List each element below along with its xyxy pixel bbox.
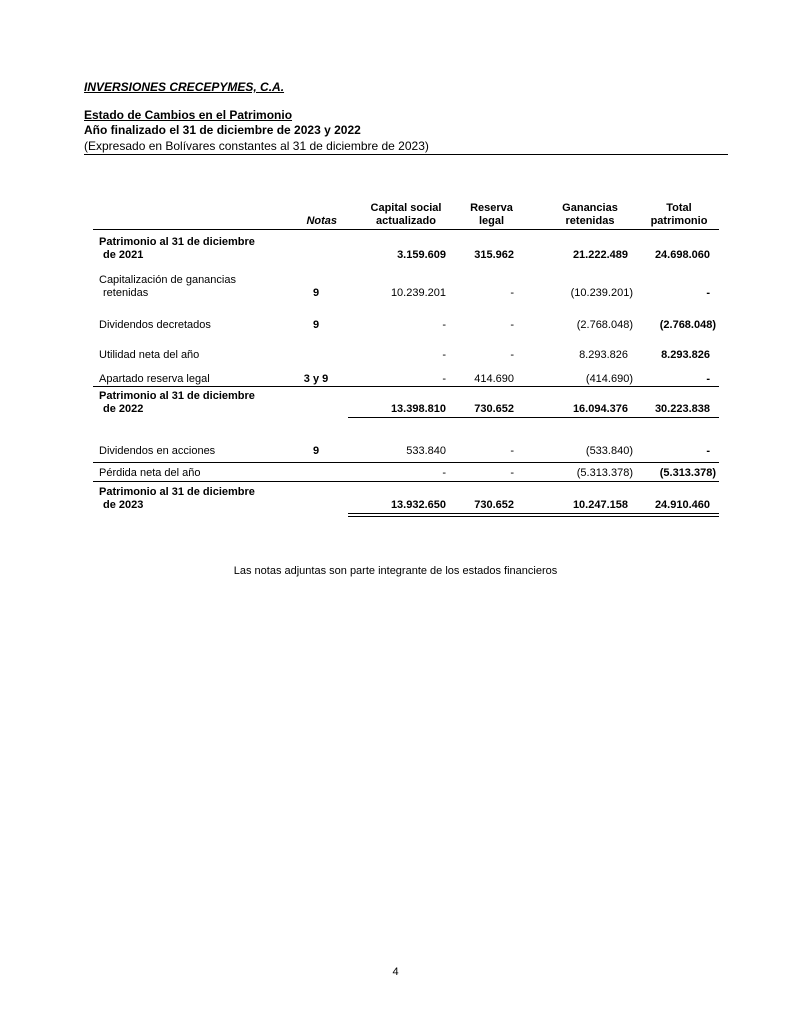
cell-reserva: - xyxy=(510,445,514,457)
cell-capital: - xyxy=(442,349,446,361)
cell-total: - xyxy=(706,373,710,385)
cell-reserva: - xyxy=(510,319,514,331)
col-header-reserva: Reserva legal xyxy=(470,202,513,227)
cell-capital: - xyxy=(442,467,446,479)
row-label-cont: de 2023 xyxy=(103,499,144,511)
cell-ganancias: (2.768.048) xyxy=(576,319,633,331)
cell-capital: 10.239.201 xyxy=(390,287,446,299)
cell-total: - xyxy=(706,445,710,457)
cell-reserva: 730.652 xyxy=(474,403,514,415)
row-label-cont: retenidas xyxy=(103,287,149,299)
cell-nota: 3 y 9 xyxy=(303,373,329,385)
cell-total: (2.768.048) xyxy=(659,319,716,331)
row-label: Dividendos en acciones xyxy=(99,445,216,457)
cell-ganancias: 16.094.376 xyxy=(572,403,628,415)
header-divider xyxy=(84,154,728,155)
row-label: Capitalización de ganancias xyxy=(99,274,236,286)
row-label: Patrimonio al 31 de diciembre xyxy=(99,486,255,498)
statement-title: Estado de Cambios en el Patrimonio xyxy=(84,108,293,122)
statement-period: Año finalizado el 31 de diciembre de 2023 y 2022 xyxy=(84,123,361,137)
row-label: Dividendos decretados xyxy=(99,319,211,331)
cell-ganancias: (5.313.378) xyxy=(576,467,633,479)
cell-ganancias: (414.690) xyxy=(585,373,633,385)
cell-ganancias: 10.247.158 xyxy=(572,499,628,511)
cell-nota: 9 xyxy=(312,319,320,331)
cell-total: 8.293.826 xyxy=(661,349,710,361)
cell-nota: 9 xyxy=(312,445,320,457)
row-label: Utilidad neta del año xyxy=(99,349,200,361)
row-label: Apartado reserva legal xyxy=(99,373,210,385)
cell-reserva: 414.690 xyxy=(474,373,514,385)
cell-total: 24.698.060 xyxy=(654,249,710,261)
cell-capital: 13.398.810 xyxy=(390,403,446,415)
cell-reserva: - xyxy=(510,467,514,479)
company-name: INVERSIONES CRECEPYMES, C.A. xyxy=(84,80,285,94)
col-header-ganancias: Ganancias retenidas xyxy=(562,202,618,227)
header-rule xyxy=(93,229,719,230)
cell-reserva: 730.652 xyxy=(474,499,514,511)
footnote: Las notas adjuntas son parte integrante de los estados financieros xyxy=(233,565,558,577)
cell-total: 30.223.838 xyxy=(654,403,710,415)
cell-capital: - xyxy=(442,373,446,385)
cell-capital: - xyxy=(442,319,446,331)
subtotal-underline-2022 xyxy=(348,417,719,418)
row-label: Patrimonio al 31 de diciembre xyxy=(99,236,255,248)
total-underline-2 xyxy=(348,516,719,517)
cell-total: 24.910.460 xyxy=(654,499,710,511)
subtotal-rule-2023 xyxy=(93,481,719,482)
cell-ganancias: 8.293.826 xyxy=(579,349,628,361)
cell-capital: 13.932.650 xyxy=(390,499,446,511)
cell-capital: 3.159.609 xyxy=(397,249,446,261)
row-separator xyxy=(93,462,719,463)
col-header-total: Total patrimonio xyxy=(650,202,708,227)
row-label: Patrimonio al 31 de diciembre xyxy=(99,390,255,402)
row-label: Pérdida neta del año xyxy=(99,467,201,479)
row-label-cont: de 2022 xyxy=(103,403,144,415)
cell-ganancias: 21.222.489 xyxy=(572,249,628,261)
page-number: 4 xyxy=(392,966,399,978)
cell-nota: 9 xyxy=(312,287,320,299)
col-header-capital: Capital social actualizado xyxy=(370,202,442,227)
cell-ganancias: (533.840) xyxy=(585,445,633,457)
cell-ganancias: (10.239.201) xyxy=(570,287,633,299)
cell-capital: 533.840 xyxy=(406,445,446,457)
cell-total: (5.313.378) xyxy=(659,467,716,479)
col-header-notas: Notas xyxy=(306,215,337,227)
cell-reserva: - xyxy=(510,349,514,361)
subtotal-rule-2022 xyxy=(93,386,719,387)
cell-reserva: - xyxy=(510,287,514,299)
cell-total: - xyxy=(706,287,710,299)
total-underline-1 xyxy=(348,513,719,514)
cell-reserva: 315.962 xyxy=(474,249,514,261)
row-label-cont: de 2021 xyxy=(103,249,144,261)
statement-unit: (Expresado en Bolívares constantes al 31 de diciembre de 2023) xyxy=(84,139,429,153)
